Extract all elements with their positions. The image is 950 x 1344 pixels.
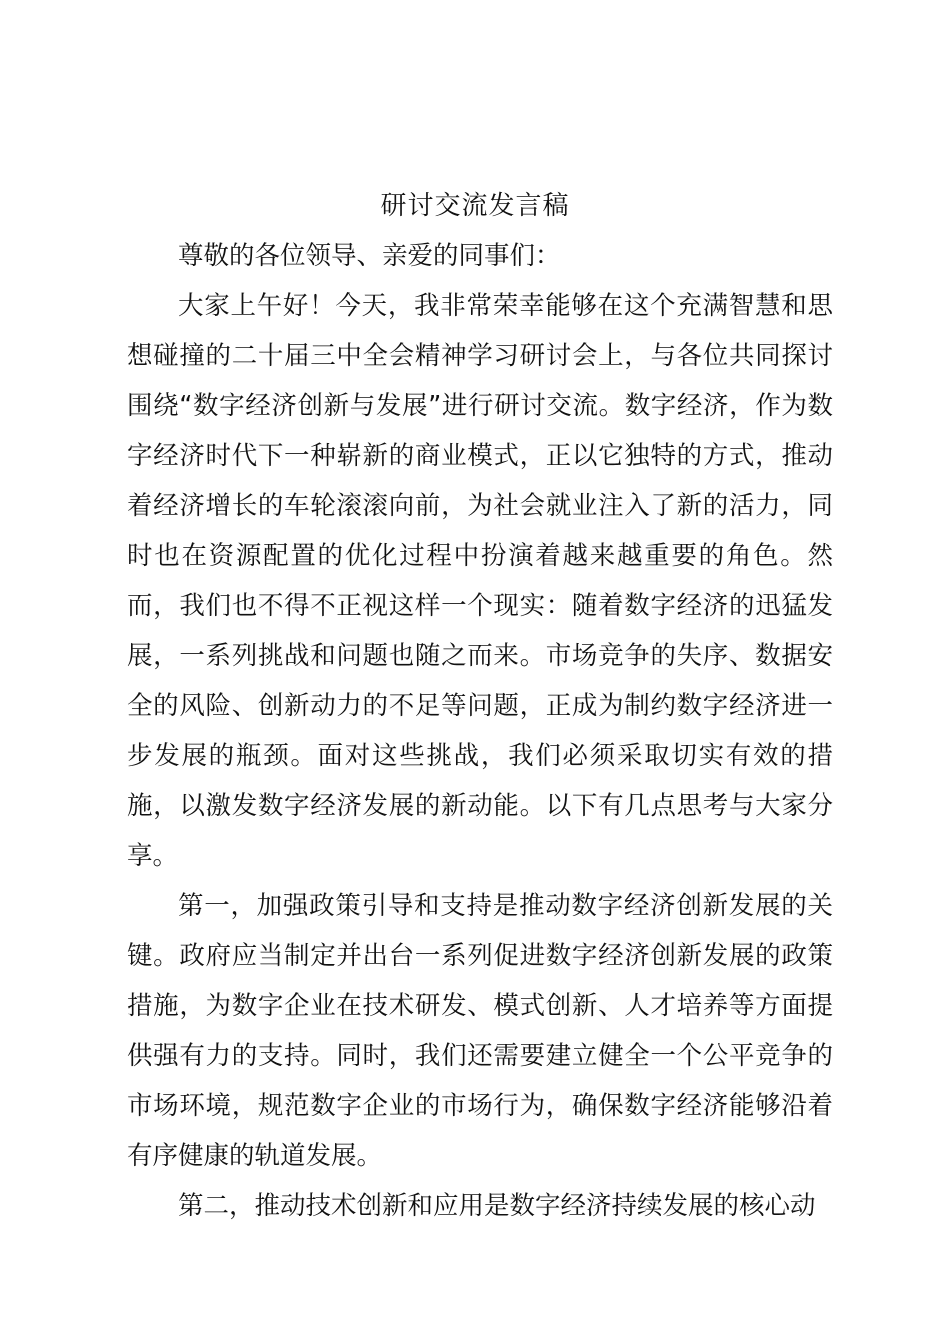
paragraph-second-point: 第二，推动技术创新和应用是数字经济持续发展的核心动 <box>178 1191 816 1221</box>
document-body <box>127 231 833 1231</box>
paragraph-opening: 大家上午好！今天，我非常荣幸能够在这个充满智慧和思想碰撞的二十届三中全会精神学习研讨会上，与各位共同探讨围绕“数字经济创新与发展”进行研讨交流。数字经济，作为数字经济时代下一种崭新的商业模式，正以它独特的方式，推动着经济增长的车轮滚滚向前，为社会就业注入了新的活力，同时也在资源配置的优化过程中扮演着越来越重要的角色。然而，我们也不得不正视这样一个现实：随着数字经济的迅猛发展，一系列挑战和问题也随之而来。市场竞争的失序、数据安全的风险、创新动力的不足等问题，正成为制约数字经济进一步发展的瓶颈。面对这些挑战，我们必须采取切实有效的措施，以激发数字经济发展的新动能。以下有几点思考与大家分享。 <box>127 291 833 871</box>
document-title: 研讨交流发言稿 <box>380 191 570 221</box>
paragraph-first-point: 第一，加强政策引导和支持是推动数字经济创新发展的关键。政府应当制定并出台一系列促进数字经济创新发展的政策措施，为数字企业在技术研发、模式创新、人才培养等方面提供强有力的支持。同时，我们还需要建立健全一个公平竞争的市场环境，规范数字企业的市场行为，确保数字经济能够沿着有序健康的轨道发展。 <box>127 891 833 1171</box>
paragraph-salutation: 尊敬的各位领导、亲爱的同事们： <box>178 241 561 271</box>
